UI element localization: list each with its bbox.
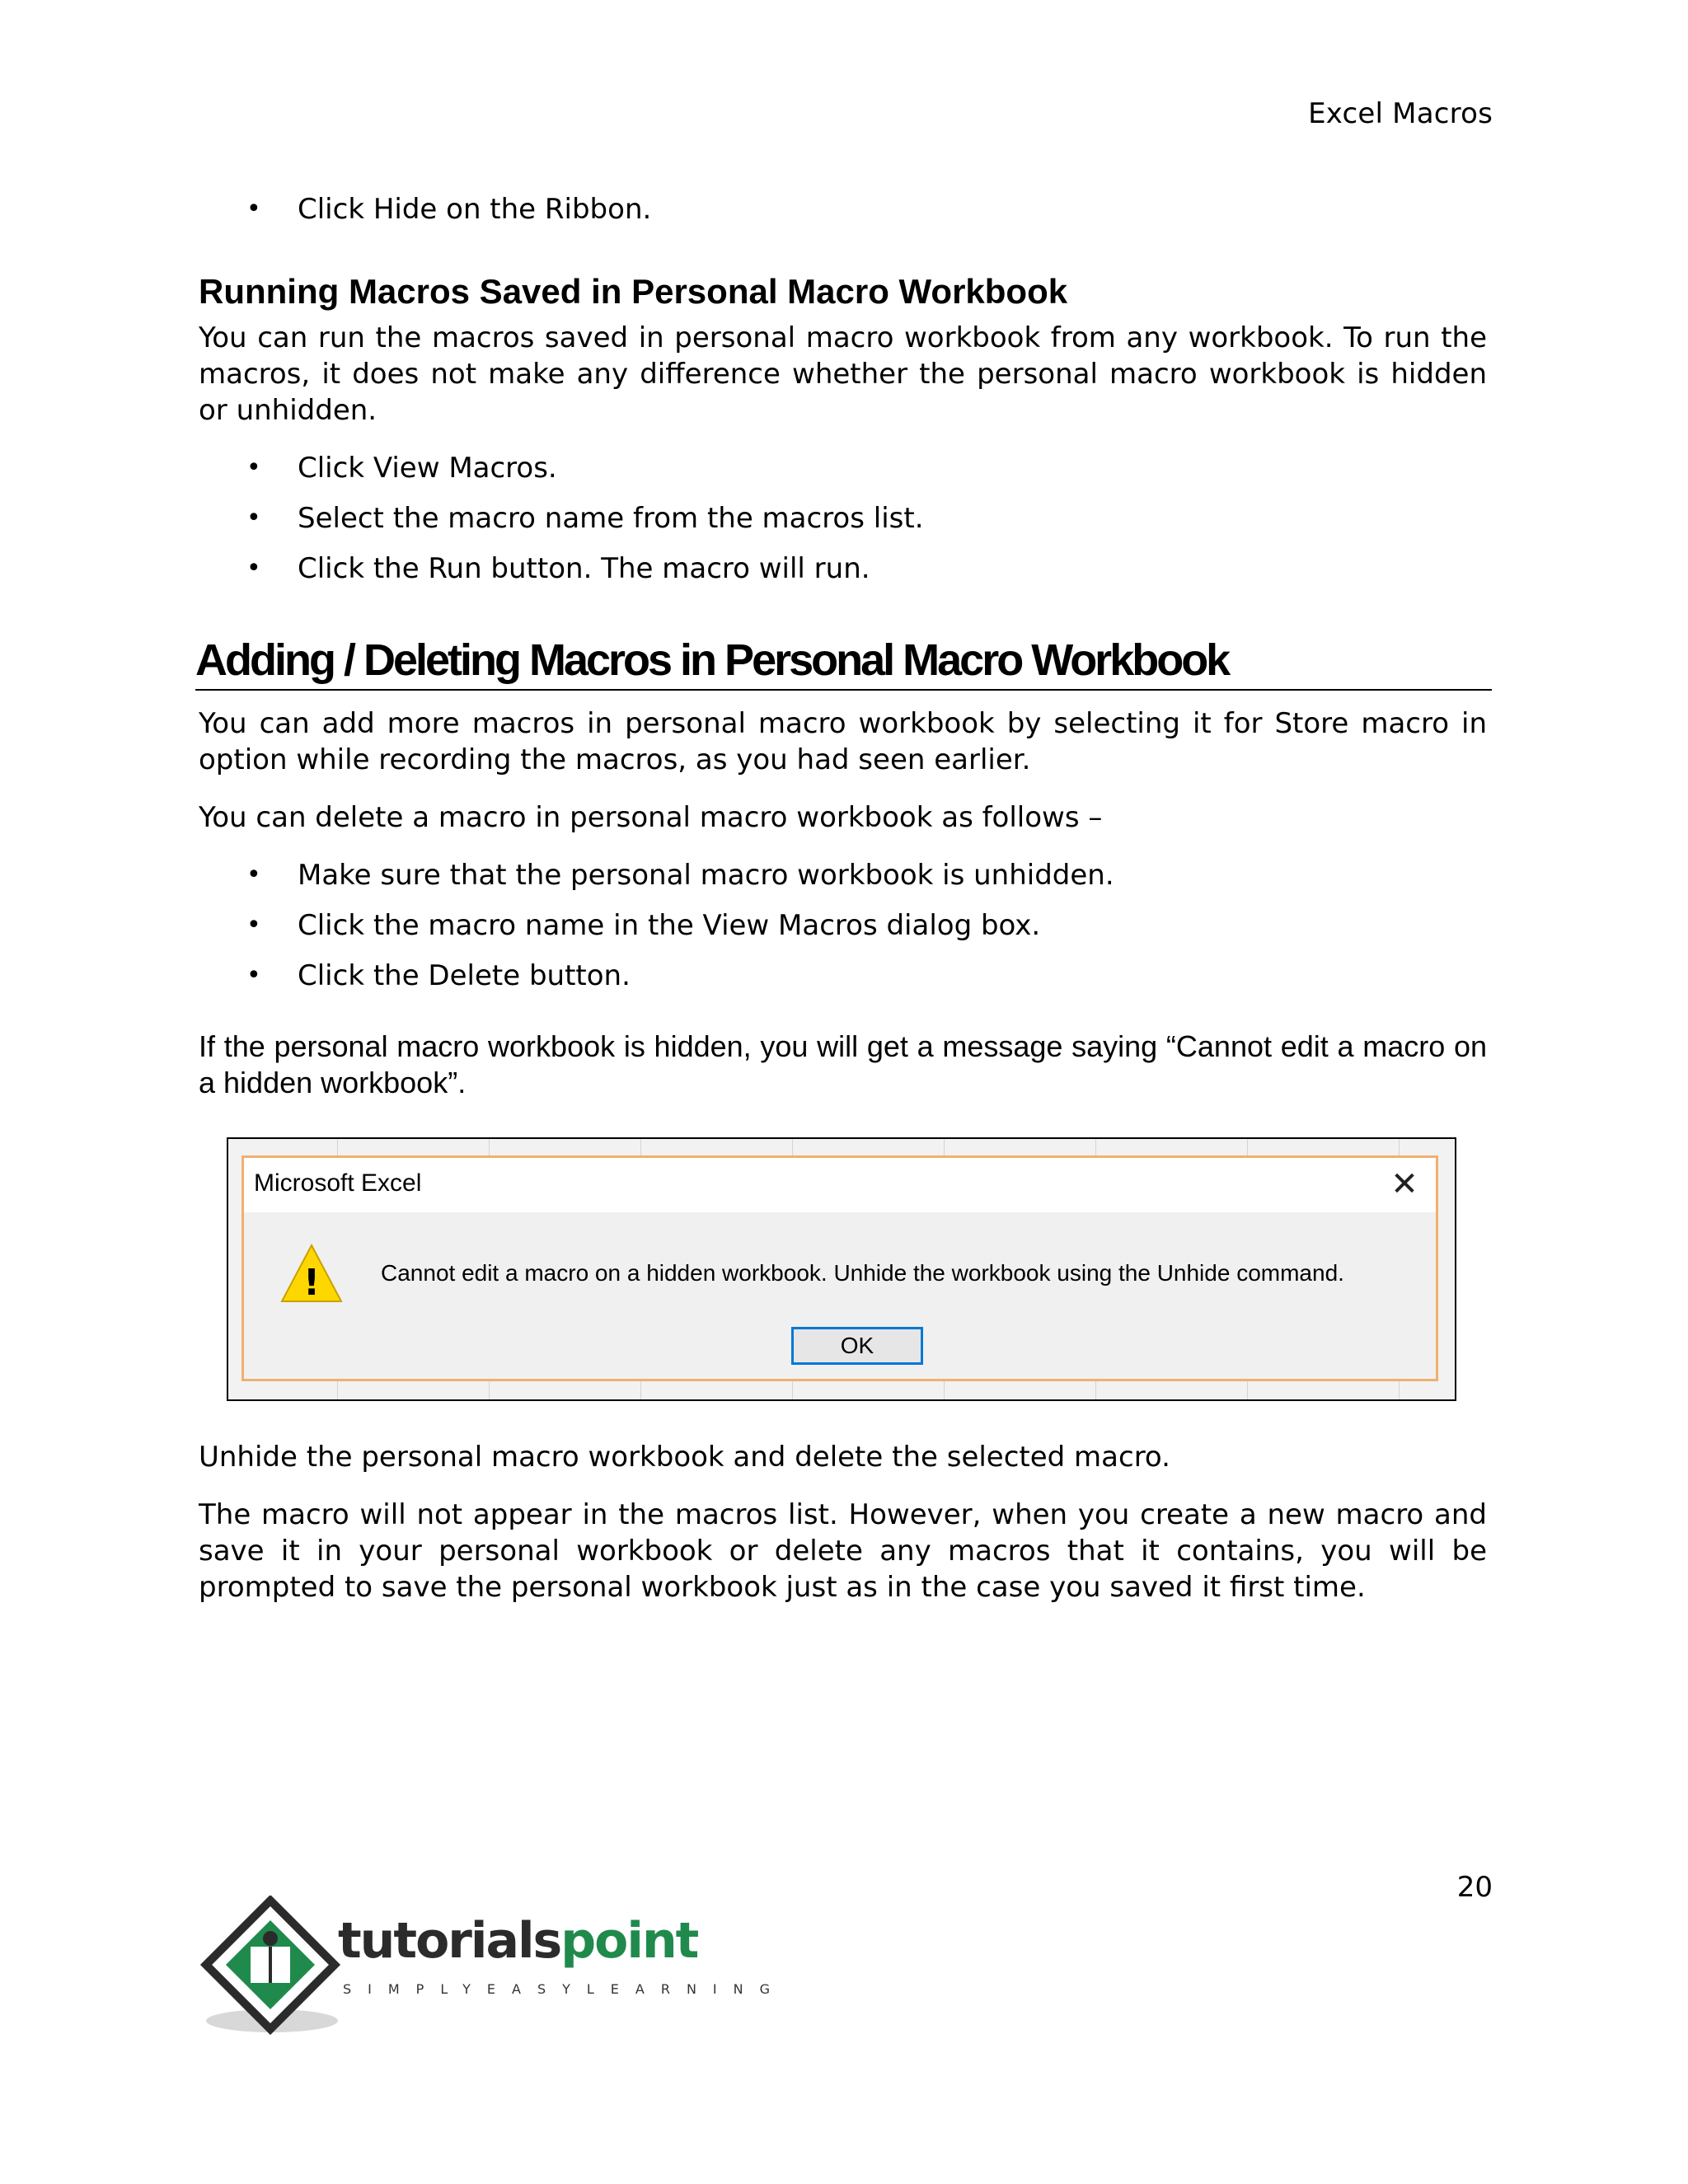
- paragraph: The macro will not appear in the macros list. However, when you create a new macro and save it in your personal workbook or delete any macros that it contains, you will be prompted to save the personal workbook just as in the case you saved it first time.: [199, 1498, 1487, 1604]
- page-content: [195, 191, 1487, 1627]
- bullet-icon: •: [246, 860, 261, 889]
- logo-head: [263, 1931, 278, 1946]
- ok-button[interactable]: OK: [791, 1327, 923, 1365]
- page-header-title: Excel Macros: [1308, 97, 1493, 130]
- warning-icon: [279, 1240, 345, 1306]
- logo-word-point: point: [560, 1912, 698, 1970]
- paragraph: You can run the macros saved in personal macro workbook from any workbook. To run the macros, it does not make any difference whether the personal macro workbook is hidden or unhidden.: [199, 321, 1487, 427]
- list-item: [199, 958, 1487, 994]
- dialog-titlebar: [244, 1158, 1436, 1212]
- bullet-icon: •: [246, 554, 261, 583]
- warning-exclamation: !: [302, 1262, 321, 1304]
- list-item-text: Click Hide on the Ribbon.: [298, 193, 652, 226]
- logo-wordmark: [338, 1912, 697, 1970]
- message-dialog: [241, 1155, 1438, 1381]
- bullet-icon: •: [246, 504, 261, 532]
- bullet-icon: •: [246, 961, 261, 990]
- list-item: [199, 500, 1487, 537]
- list-item: [199, 907, 1487, 944]
- list-item-text: Click the macro name in the View Macros dialog box.: [298, 909, 1041, 942]
- bullet-icon: •: [246, 453, 261, 482]
- section-heading-adding-deleting: Adding / Deleting Macros in Personal Macro Workbook: [195, 635, 1492, 691]
- close-icon[interactable]: ✕: [1390, 1165, 1418, 1203]
- logo-emblem-icon: [196, 1896, 345, 2044]
- list-item-text: Click the Run button. The macro will run.: [298, 552, 870, 585]
- section-heading-running-macros: Running Macros Saved in Personal Macro Workbook: [199, 272, 1068, 311]
- tutorialspoint-logo: [196, 1896, 787, 2044]
- logo-tagline: SIMPLYEASYLEARNING: [343, 1981, 787, 1997]
- dialog-screenshot: [227, 1137, 1456, 1401]
- paragraph: If the personal macro workbook is hidden, you will get a message saying “Cannot edit a macro on a hidden workbook”.: [199, 1029, 1487, 1099]
- paragraph: You can delete a macro in personal macro workbook as follows –: [199, 801, 1103, 834]
- list-item-text: Click View Macros.: [298, 452, 557, 485]
- dialog-title: Microsoft Excel: [254, 1169, 422, 1197]
- paragraph: Unhide the personal macro workbook and delete the selected macro.: [199, 1441, 1170, 1474]
- logo-word-tutorials: tutorials: [338, 1912, 561, 1970]
- page-number: 20: [1456, 1871, 1493, 1904]
- bullet-icon: •: [246, 911, 261, 940]
- dialog-message: Cannot edit a macro on a hidden workbook. Unhide the workbook using the Unhide command.: [381, 1260, 1344, 1286]
- bullet-list-top: [199, 191, 1487, 227]
- bullet-icon: •: [246, 194, 261, 223]
- list-item: [199, 551, 1487, 587]
- list-item: [199, 450, 1487, 486]
- bullet-list-running: [199, 450, 1487, 587]
- logo-book-spine: [269, 1947, 272, 1983]
- list-item-text: Make sure that the personal macro workbook is unhidden.: [298, 859, 1114, 892]
- paragraph: You can add more macros in personal macro workbook by selecting it for Store macro in option while recording the macros, as you had seen earlier.: [199, 707, 1487, 776]
- list-item: [199, 857, 1487, 893]
- list-item-text: Click the Delete button.: [298, 959, 631, 992]
- list-item-text: Select the macro name from the macros list.: [298, 502, 924, 535]
- bullet-list-deleting: [199, 857, 1487, 994]
- list-item: [199, 191, 1487, 227]
